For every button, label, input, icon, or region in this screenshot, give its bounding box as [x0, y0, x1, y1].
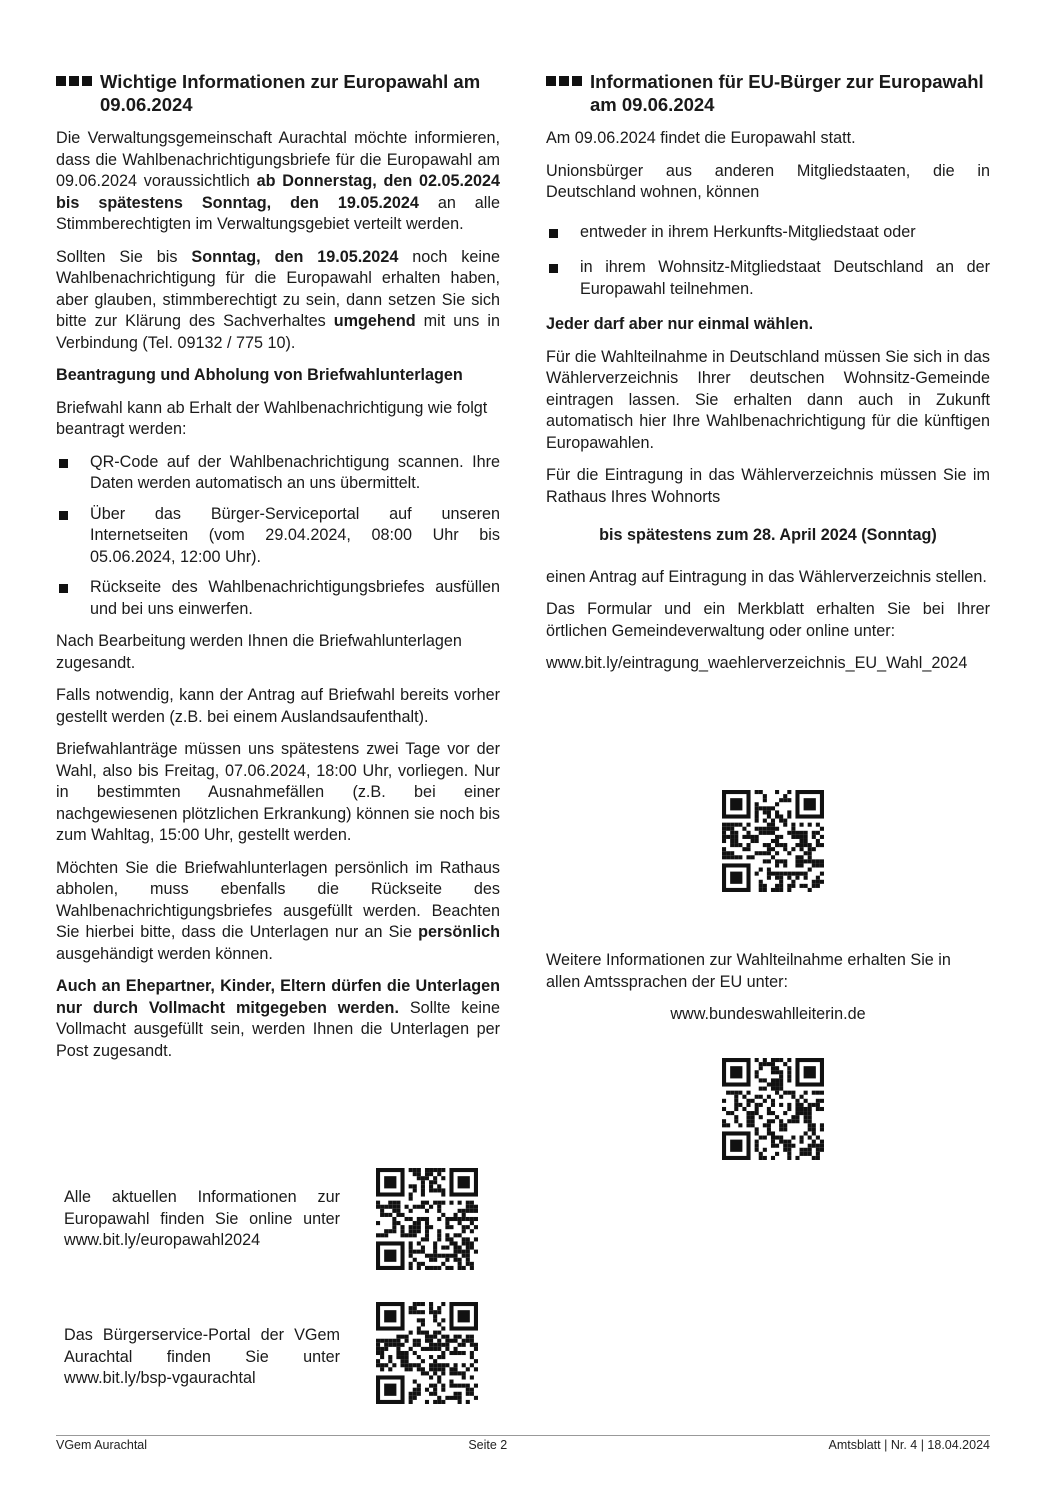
- paragraph: Am 09.06.2024 findet die Europawahl statt.: [546, 129, 856, 147]
- heading-squares-icon: [56, 70, 92, 116]
- qr-code-icon[interactable]: [722, 1058, 824, 1160]
- list-item: in ihrem Wohnsitz-Mitgliedstaat Deutschland an der Europawahl teilnehmen.: [546, 257, 990, 300]
- bullet-list: [56, 452, 500, 621]
- further-info: Weitere Informationen zur Wahlteilnahme erhalten Sie in allen Amtssprachen der EU unter: www.bundeswahlleiterin.de: [546, 950, 990, 1037]
- paragraph: Falls notwendig, kann der Antrag auf Briefwahl bereits vorher gestellt werden (z.B. bei einem Auslandsaufenthalt).: [56, 686, 500, 726]
- heading-squares-icon: [546, 70, 582, 116]
- footer-issue: Amtsblatt | Nr. 4 | 18.04.2024: [828, 1438, 990, 1452]
- section-heading: Informationen für EU-Bürger zur Europawahl am 09.06.2024: [546, 70, 990, 116]
- paragraph: Das Formular und ein Merkblatt erhalten Sie bei Ihrer örtlichen Gemeindeverwaltung oder online unter:: [546, 600, 990, 640]
- left-column: [56, 70, 500, 1073]
- paragraph: Briefwahl kann ab Erhalt der Wahlbenachrichtigung wie folgt beantragt werden:: [56, 398, 488, 438]
- list-item: entweder in ihrem Herkunfts-Mitgliedstaat oder: [546, 222, 990, 244]
- section-heading: Wichtige Informationen zur Europawahl am 09.06.2024: [56, 70, 500, 116]
- right-column: [546, 70, 990, 686]
- url-link[interactable]: www.bundeswahlleiterin.de: [670, 1005, 866, 1023]
- bullet-list: [546, 222, 990, 301]
- paragraph: Nach Bearbeitung werden Ihnen die Briefwahlunterlagen zugesandt.: [56, 632, 462, 672]
- buergerservice-info-text: Das Bürgerservice-Portal der VGem Aurachtal finden Sie unter www.bit.ly/bsp-vgaurachtal: [64, 1326, 340, 1387]
- paragraph: einen Antrag auf Eintragung in das Wählerverzeichnis stellen.: [546, 567, 987, 586]
- bullet-icon: [59, 584, 68, 593]
- list-item: QR-Code auf der Wahlbenachrichtigung scannen. Ihre Daten werden automatisch an uns übermittelt.: [56, 452, 500, 495]
- paragraph: Auch an Ehepartner, Kinder, Eltern dürfen die Unterlagen nur durch Vollmacht mitgegeben werden. Sollte keine Vollmacht ausgefüllt sein, werden Ihnen die Unterlagen per Post zugesandt.: [56, 977, 500, 1060]
- paragraph: Für die Wahlteilnahme in Deutschland müssen Sie sich in das Wählerverzeichnis Ihrer deutschen Wohnsitz-Gemeinde eintragen lassen. Sie erhalten dann auch in Zukunft automatisch hier Ihre Wahlbenachrichtigung für die künftigen Europawahlen.: [546, 347, 990, 452]
- paragraph: Sollten Sie bis Sonntag, den 19.05.2024 noch keine Wahlbenachrichtigung für die Europawahl erhalten haben, aber glauben, stimmberechtigt zu sein, dann setzen Sie sich bitte zur Klärung des Sachverhaltes umgehend mit uns in Verbindung (Tel. 09132 / 775 10).: [56, 247, 501, 352]
- paragraph: Unionsbürger aus anderen Mitgliedstaaten, die in Deutschland wohnen, können: [546, 161, 990, 201]
- qr-code-icon[interactable]: [722, 790, 824, 892]
- list-item: Über das Bürger-Serviceportal auf unseren Internetseiten (vom 29.04.2024, 08:00 Uhr bis 05.06.2024, 12:00 Uhr).: [56, 504, 500, 569]
- paragraph: Die Verwaltungsgemeinschaft Aurachtal möchte informieren, dass die Wahlbenachrichtigungsbriefe für die Europawahl am 09.06.2024 voraussichtlich ab Donnerstag, den 02.05.2024 bis spätestens Sonntag, den 19.05.2024 an alle Stimmberechtigten im Verwaltungsgebiet verteilt werden.: [56, 129, 500, 233]
- footer-publisher: VGem Aurachtal: [56, 1438, 148, 1452]
- deadline-notice: bis spätestens zum 28. April 2024 (Sonntag): [599, 526, 937, 544]
- url-link[interactable]: www.bit.ly/eintragung_waehlerverzeichnis_EU_Wahl_2024: [546, 654, 968, 672]
- europawahl-info-text: Alle aktuellen Informationen zur Europawahl finden Sie online unter www.bit.ly/europawahl2024: [64, 1188, 340, 1249]
- bullet-icon: [549, 264, 558, 273]
- paragraph: Für die Eintragung in das Wählerverzeichnis müssen Sie im Rathaus Ihres Wohnorts: [546, 466, 990, 506]
- paragraph: Möchten Sie die Briefwahlunterlagen persönlich im Rathaus abholen, muss ebenfalls die Rückseite des Wahlbenachrichtigungsbriefes ausgefüllt werden. Beachten Sie hierbei bitte, dass die Unterlagen nur an Sie persönlich ausgehändigt werden können.: [56, 858, 500, 963]
- page-footer: [56, 1435, 990, 1452]
- bullet-icon: [59, 459, 68, 468]
- bullet-icon: [59, 511, 68, 520]
- page-number: Seite 2: [468, 1438, 508, 1452]
- list-item: Rückseite des Wahlbenachrichtigungsbriefes ausfüllen und bei uns einwerfen.: [56, 577, 500, 620]
- paragraph: Briefwahlanträge müssen uns spätestens zwei Tage vor der Wahl, also bis Freitag, 07.06.2024, 18:00 Uhr, vorliegen. Nur in bestimmten Ausnahmefällen (z.B. bei einer nachgewiesenen plötzlichen Erkrankung) können sie noch bis zum Wahltag, 15:00 Uhr, gestellt werden.: [56, 740, 500, 844]
- qr-code-icon[interactable]: [376, 1168, 478, 1270]
- qr-code-icon[interactable]: [376, 1302, 478, 1404]
- bullet-icon: [549, 229, 558, 238]
- bold-notice: Jeder darf aber nur einmal wählen.: [546, 315, 814, 333]
- subheading: Beantragung und Abholung von Briefwahlunterlagen: [56, 366, 463, 384]
